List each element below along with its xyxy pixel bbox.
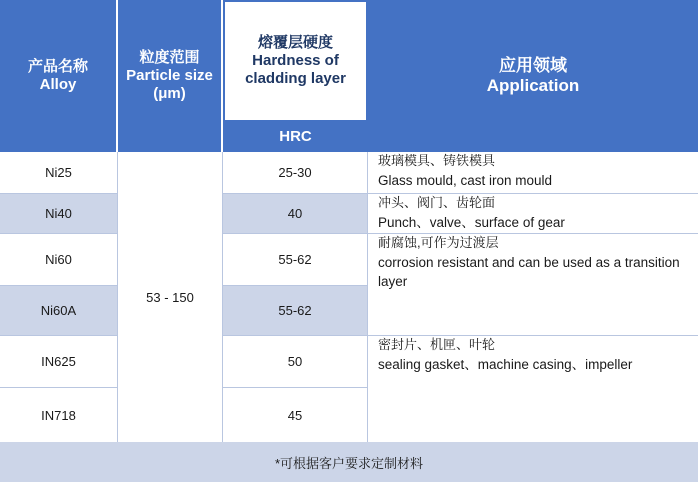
cell-alloy: Ni60 (45, 252, 72, 267)
table-row (0, 234, 118, 286)
cell-alloy: IN625 (41, 354, 76, 369)
footnote-text: *可根据客户要求定制材料 (274, 455, 424, 471)
table-header (0, 0, 698, 152)
application-en: sealing gasket、machine casing、impeller (378, 356, 633, 372)
application-cn: 耐腐蚀,可作为过渡层 (378, 235, 499, 250)
table-row (0, 336, 118, 388)
table-row (0, 194, 118, 234)
header-particle-unit: (μm) (153, 84, 186, 102)
cell-particle-size-range (118, 152, 223, 442)
cell-alloy: Ni60A (40, 303, 77, 318)
header-particle-en: Particle size (126, 67, 213, 85)
cell-application (368, 194, 698, 234)
table-row (0, 388, 118, 442)
cell-hardness (223, 194, 368, 234)
cell-hardness (223, 286, 368, 336)
application-cn: 玻璃模具、铸铁模具 (378, 153, 496, 168)
cell-hardness (223, 234, 368, 286)
cell-application (368, 234, 698, 336)
header-cell-alloy (0, 0, 118, 152)
cell-hardness (223, 152, 368, 194)
table-row (0, 286, 118, 336)
table-body (0, 152, 698, 442)
cell-application (368, 336, 698, 442)
header-alloy-en: Alloy (39, 76, 77, 93)
application-en: Punch、valve、surface of gear (378, 214, 565, 230)
application-cn: 密封片、机匣、叶轮 (378, 337, 496, 352)
hardness-value: 50 (287, 354, 303, 369)
header-hardness-en: Hardness of cladding layer (245, 52, 346, 87)
hardness-value: 55-62 (278, 252, 312, 267)
cell-alloy: Ni40 (45, 206, 72, 221)
header-cell-hardness-unit (223, 122, 368, 152)
hardness-value: 40 (287, 206, 303, 221)
hardness-value: 45 (287, 407, 303, 423)
header-application-cn: 应用领域 (499, 55, 567, 75)
header-particle-cn: 粒度范围 (139, 49, 200, 67)
hardness-value: 55-62 (278, 303, 312, 318)
header-cell-hardness (223, 0, 368, 122)
particle-size-value: 53 - 150 (146, 289, 194, 305)
header-alloy-cn: 产品名称 (27, 58, 88, 76)
header-hardness-unit: HRC (279, 128, 312, 146)
cell-application (368, 152, 698, 194)
application-en: Glass mould, cast iron mould (378, 172, 553, 188)
table-footnote (0, 442, 698, 482)
cell-alloy: IN718 (41, 407, 76, 423)
header-cell-particle-size (118, 0, 223, 152)
header-hardness-cn: 熔覆层硬度 (257, 34, 333, 52)
header-cell-application (368, 0, 698, 152)
application-cn: 冲头、阀门、齿轮面 (378, 195, 496, 210)
table-row (0, 152, 118, 194)
cell-alloy: Ni25 (45, 165, 72, 180)
cell-hardness (223, 388, 368, 442)
cell-hardness (223, 336, 368, 388)
application-en: corrosion resistant and can be used as a transition layer (378, 254, 680, 290)
header-application-en: Application (486, 76, 580, 95)
hardness-value: 25-30 (278, 165, 312, 180)
